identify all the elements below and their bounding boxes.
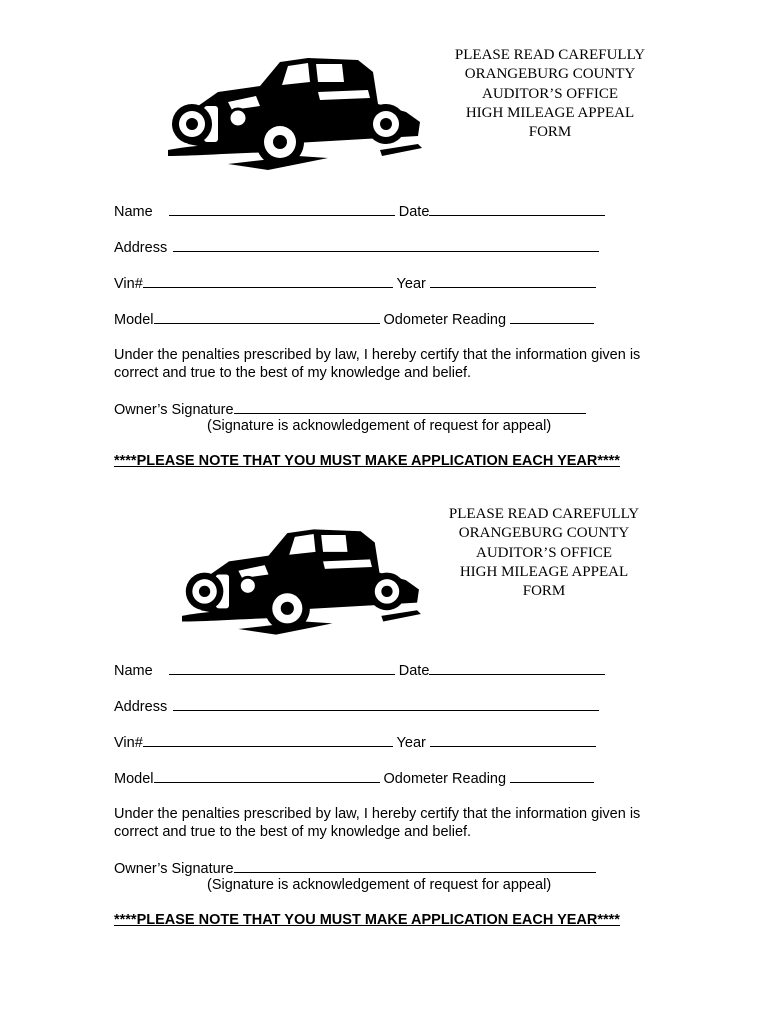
- header-line: AUDITOR’S OFFICE: [482, 85, 618, 102]
- header-line: AUDITOR’S OFFICE: [476, 544, 612, 561]
- vin-year-row: [114, 274, 596, 293]
- model-label: Model: [114, 771, 154, 787]
- signature-note: (Signature is acknowledgement of request for appeal): [207, 418, 552, 434]
- vin-field[interactable]: [143, 274, 393, 288]
- header-line: ORANGEBURG COUNTY: [464, 66, 636, 83]
- vin-year-row: [114, 733, 596, 752]
- odometer-field[interactable]: [510, 310, 594, 324]
- form-header: [430, 46, 670, 142]
- signature-row: [114, 400, 586, 419]
- vintage-car-icon: [168, 52, 436, 176]
- annual-application-note: ****PLEASE NOTE THAT YOU MUST MAKE APPLICATION EACH YEAR****: [114, 453, 620, 469]
- annual-application-note: ****PLEASE NOTE THAT YOU MUST MAKE APPLICATION EACH YEAR****: [114, 912, 620, 928]
- model-odometer-row: [114, 769, 594, 788]
- model-label: Model: [114, 312, 154, 328]
- vin-label: Vin#: [114, 276, 143, 292]
- name-field[interactable]: [169, 661, 395, 675]
- year-field[interactable]: [430, 274, 596, 288]
- header-line: ORANGEBURG COUNTY: [458, 525, 630, 542]
- appeal-form-1: [0, 0, 770, 469]
- odometer-label: Odometer Reading: [383, 312, 507, 328]
- vin-label: Vin#: [114, 735, 143, 751]
- year-label: Year: [396, 735, 426, 751]
- name-date-row: [114, 661, 605, 680]
- name-label: Name: [114, 204, 153, 220]
- header-line: HIGH MILEAGE APPEAL: [465, 104, 635, 121]
- address-row: [114, 697, 599, 716]
- odometer-label: Odometer Reading: [383, 771, 507, 787]
- appeal-form-2: [0, 459, 770, 928]
- odometer-field[interactable]: [510, 769, 594, 783]
- address-label: Address: [114, 240, 168, 256]
- name-label: Name: [114, 663, 153, 679]
- model-field[interactable]: [154, 310, 380, 324]
- date-label: Date: [398, 204, 430, 220]
- signature-row: [114, 859, 596, 878]
- name-date-row: [114, 202, 605, 221]
- certification-text: Under the penalties prescribed by law, I hereby certify that the information given is correct and true to the best of my knowledge and belief.: [114, 806, 641, 840]
- model-field[interactable]: [154, 769, 380, 783]
- header-line: HIGH MILEAGE APPEAL: [459, 563, 629, 580]
- signature-field[interactable]: [234, 859, 596, 873]
- signature-note: (Signature is acknowledgement of request for appeal): [207, 877, 552, 893]
- header-line: FORM: [522, 583, 566, 600]
- address-field[interactable]: [173, 697, 599, 711]
- certification-text: Under the penalties prescribed by law, I hereby certify that the information given is correct and true to the best of my knowledge and belief.: [114, 347, 641, 381]
- date-field[interactable]: [429, 661, 605, 675]
- year-field[interactable]: [430, 733, 596, 747]
- date-label: Date: [398, 663, 430, 679]
- vintage-car-icon: [182, 519, 434, 645]
- form-header: [424, 505, 664, 601]
- signature-label: Owner’s Signature: [114, 402, 234, 418]
- signature-field[interactable]: [234, 400, 586, 414]
- address-label: Address: [114, 699, 168, 715]
- model-odometer-row: [114, 310, 594, 329]
- signature-label: Owner’s Signature: [114, 861, 234, 877]
- header-line: PLEASE READ CAREFULLY: [448, 506, 640, 522]
- name-field[interactable]: [169, 202, 395, 216]
- vin-field[interactable]: [143, 733, 393, 747]
- header-line: PLEASE READ CAREFULLY: [454, 47, 646, 63]
- address-field[interactable]: [173, 238, 599, 252]
- header-line: FORM: [528, 124, 572, 141]
- date-field[interactable]: [429, 202, 605, 216]
- address-row: [114, 238, 599, 257]
- year-label: Year: [396, 276, 426, 292]
